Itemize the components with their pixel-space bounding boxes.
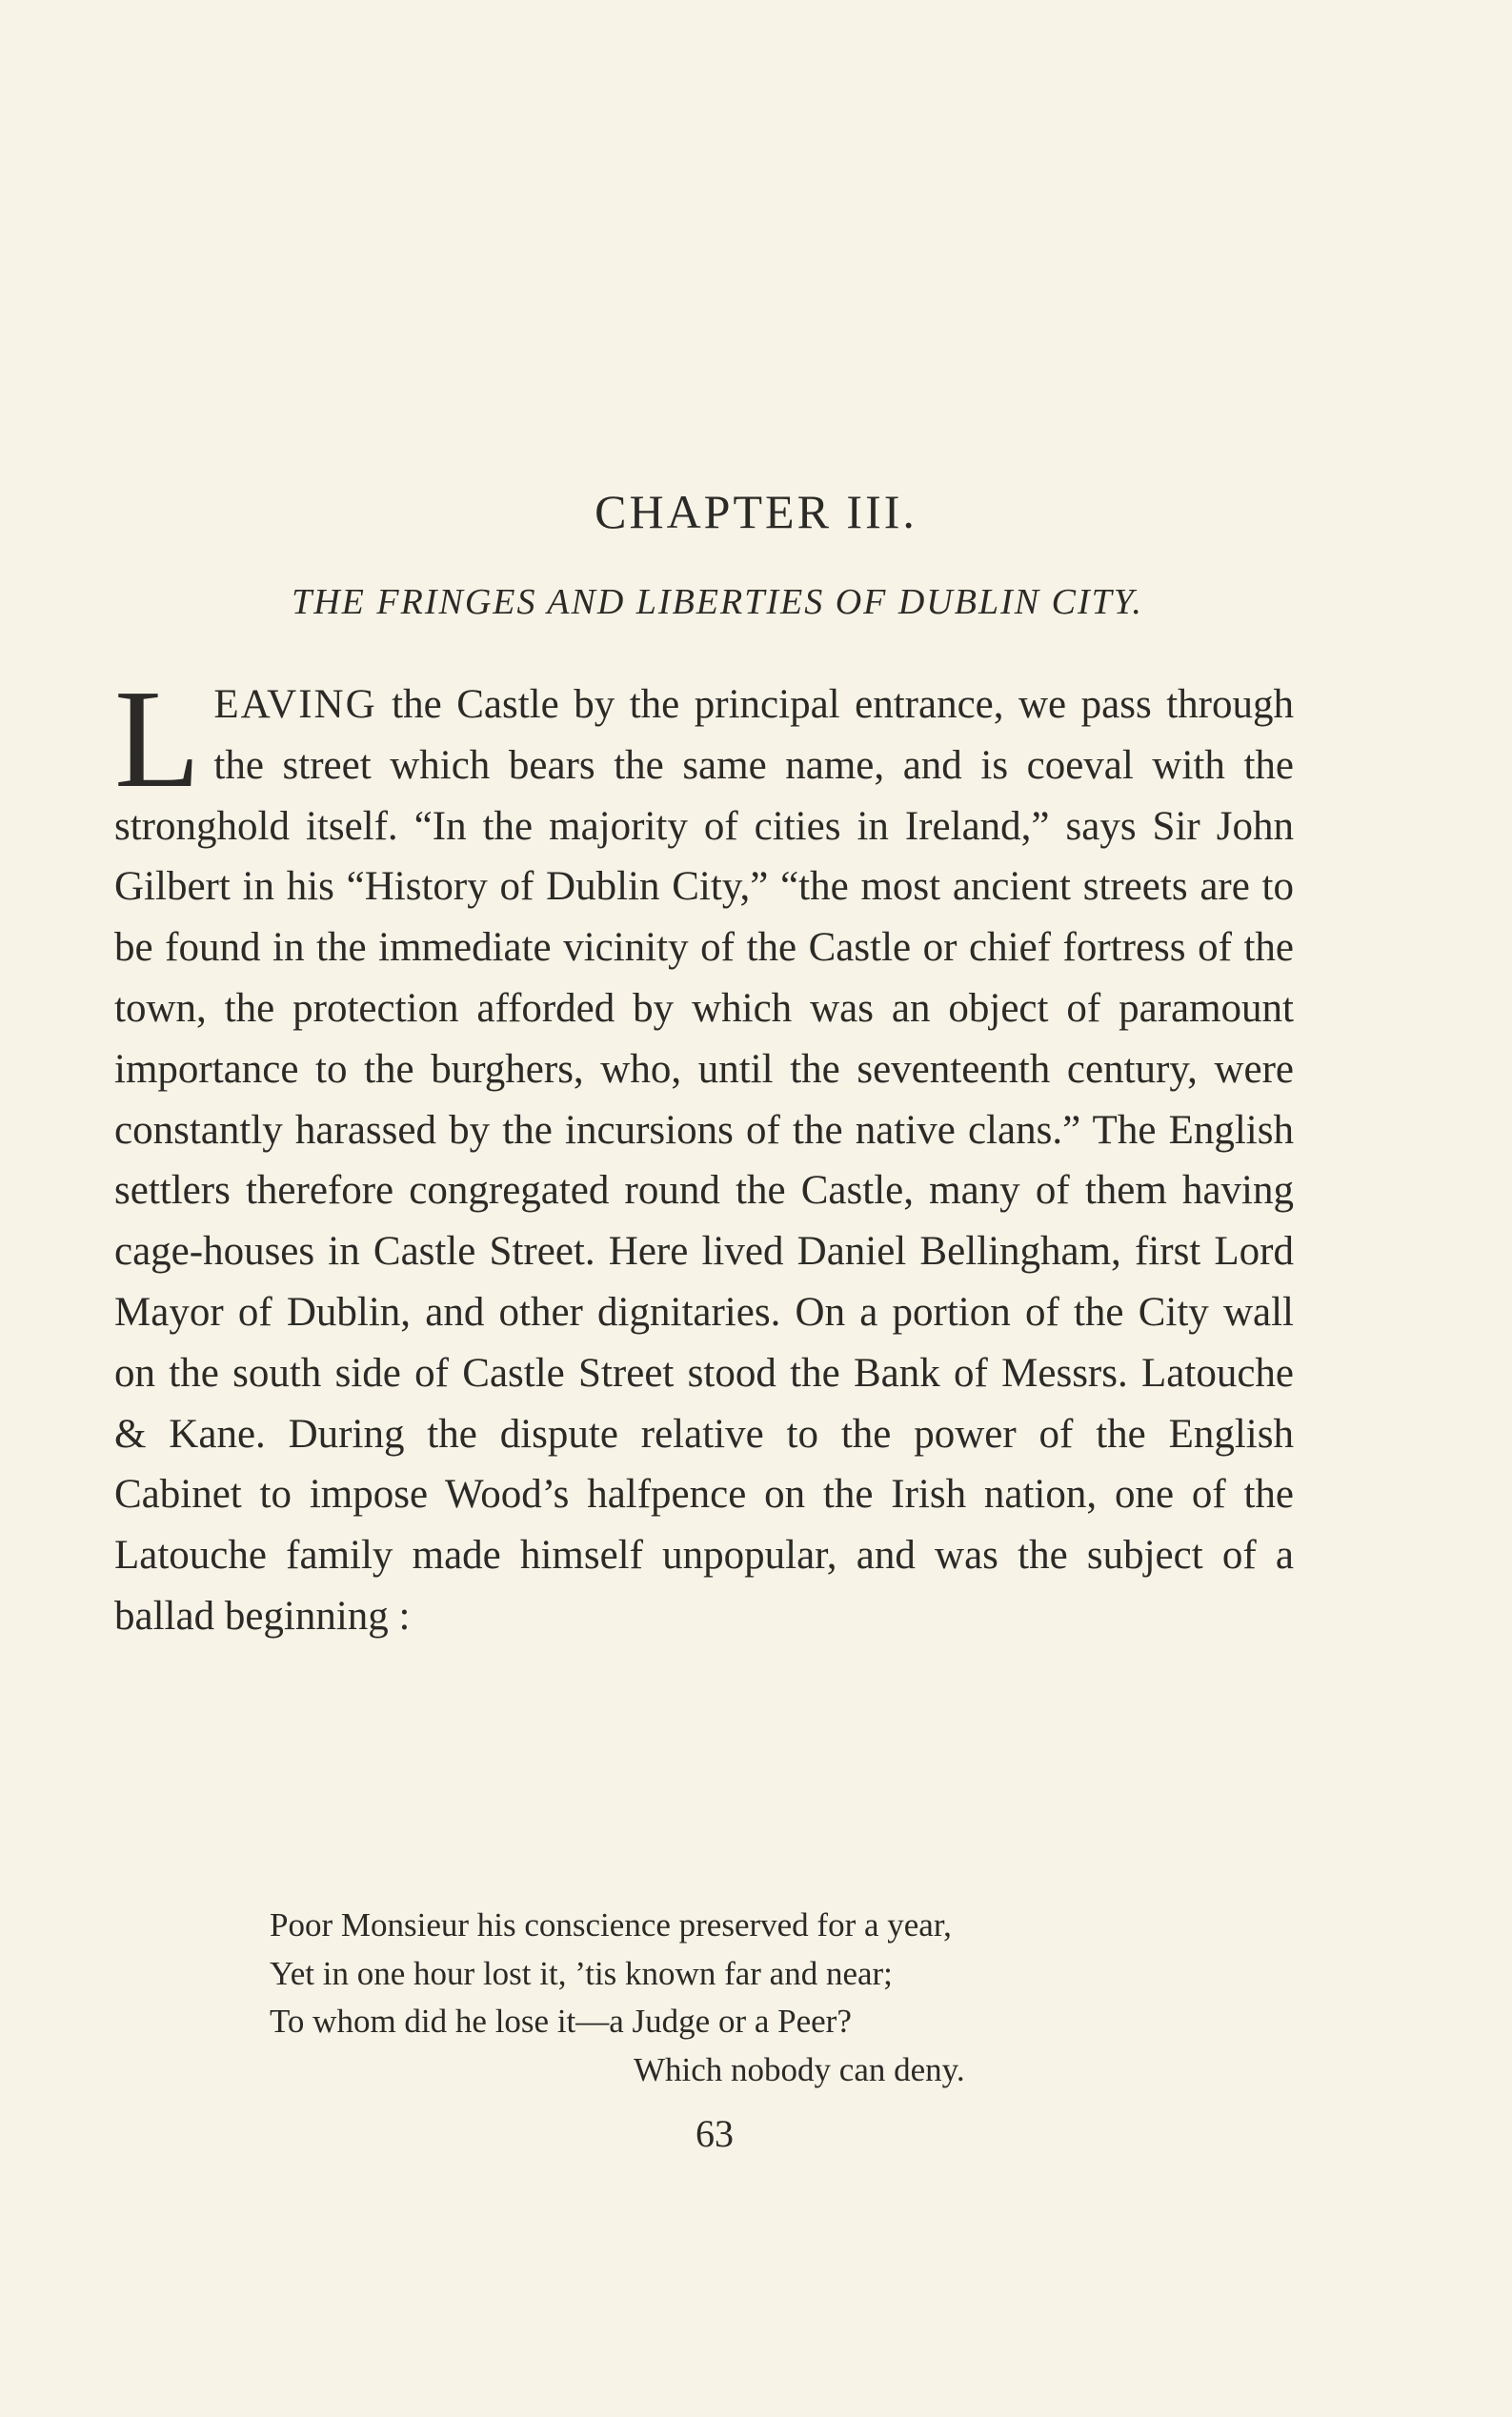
- chapter-heading: CHAPTER III.: [595, 485, 917, 538]
- verse-line: Yet in one hour lost it, ’tis known far and near;: [270, 1954, 893, 1992]
- verse-line: Poor Monsieur his conscience preserved for a year,: [270, 1906, 952, 1944]
- chapter-subtitle: THE FRINGES AND LIBERTIES OF DUBLIN CITY.: [292, 582, 1143, 622]
- page-number: 63: [696, 2112, 734, 2155]
- verse-refrain-line: Which nobody can deny.: [634, 2050, 965, 2088]
- drop-cap-initial: L: [114, 661, 201, 817]
- lead-word: EAVING: [213, 682, 377, 727]
- ballad-verse: [270, 1902, 1222, 2094]
- paragraph-text: the Castle by the principal entrance, we pass through the street which bears the same name, and is coeval with the stronghold itself. “In the majority of cities in Ireland,” says Sir John Gilbert in his “History of Dublin City,” “the most ancient streets are to be found in the immediate vicinity of the Castle or chief fortress of the town, the protection afforded by which was an object of paramount importance to the burghers, who, until the seventeenth century, were constantly harassed by the incursions of the native clans.” The English settlers therefore congregated round the Castle, many of them having cage-houses in Castle Street. Here lived Daniel Bellingham, first Lord Mayor of Dublin, and other dignitaries. On a portion of the City wall on the south side of Castle Street stood the Bank of Messrs. Latouche & Kane. During the dispute relative to the power of the English Cabinet to impose Wood’s halfpence on the Irish nation, one of the Latouche family made himself unpopular, and was the subject of a ballad beginning :: [114, 682, 1294, 1639]
- body-paragraph: [114, 661, 1294, 1647]
- verse-line: To whom did he lose it—a Judge or a Peer?: [270, 2003, 852, 2040]
